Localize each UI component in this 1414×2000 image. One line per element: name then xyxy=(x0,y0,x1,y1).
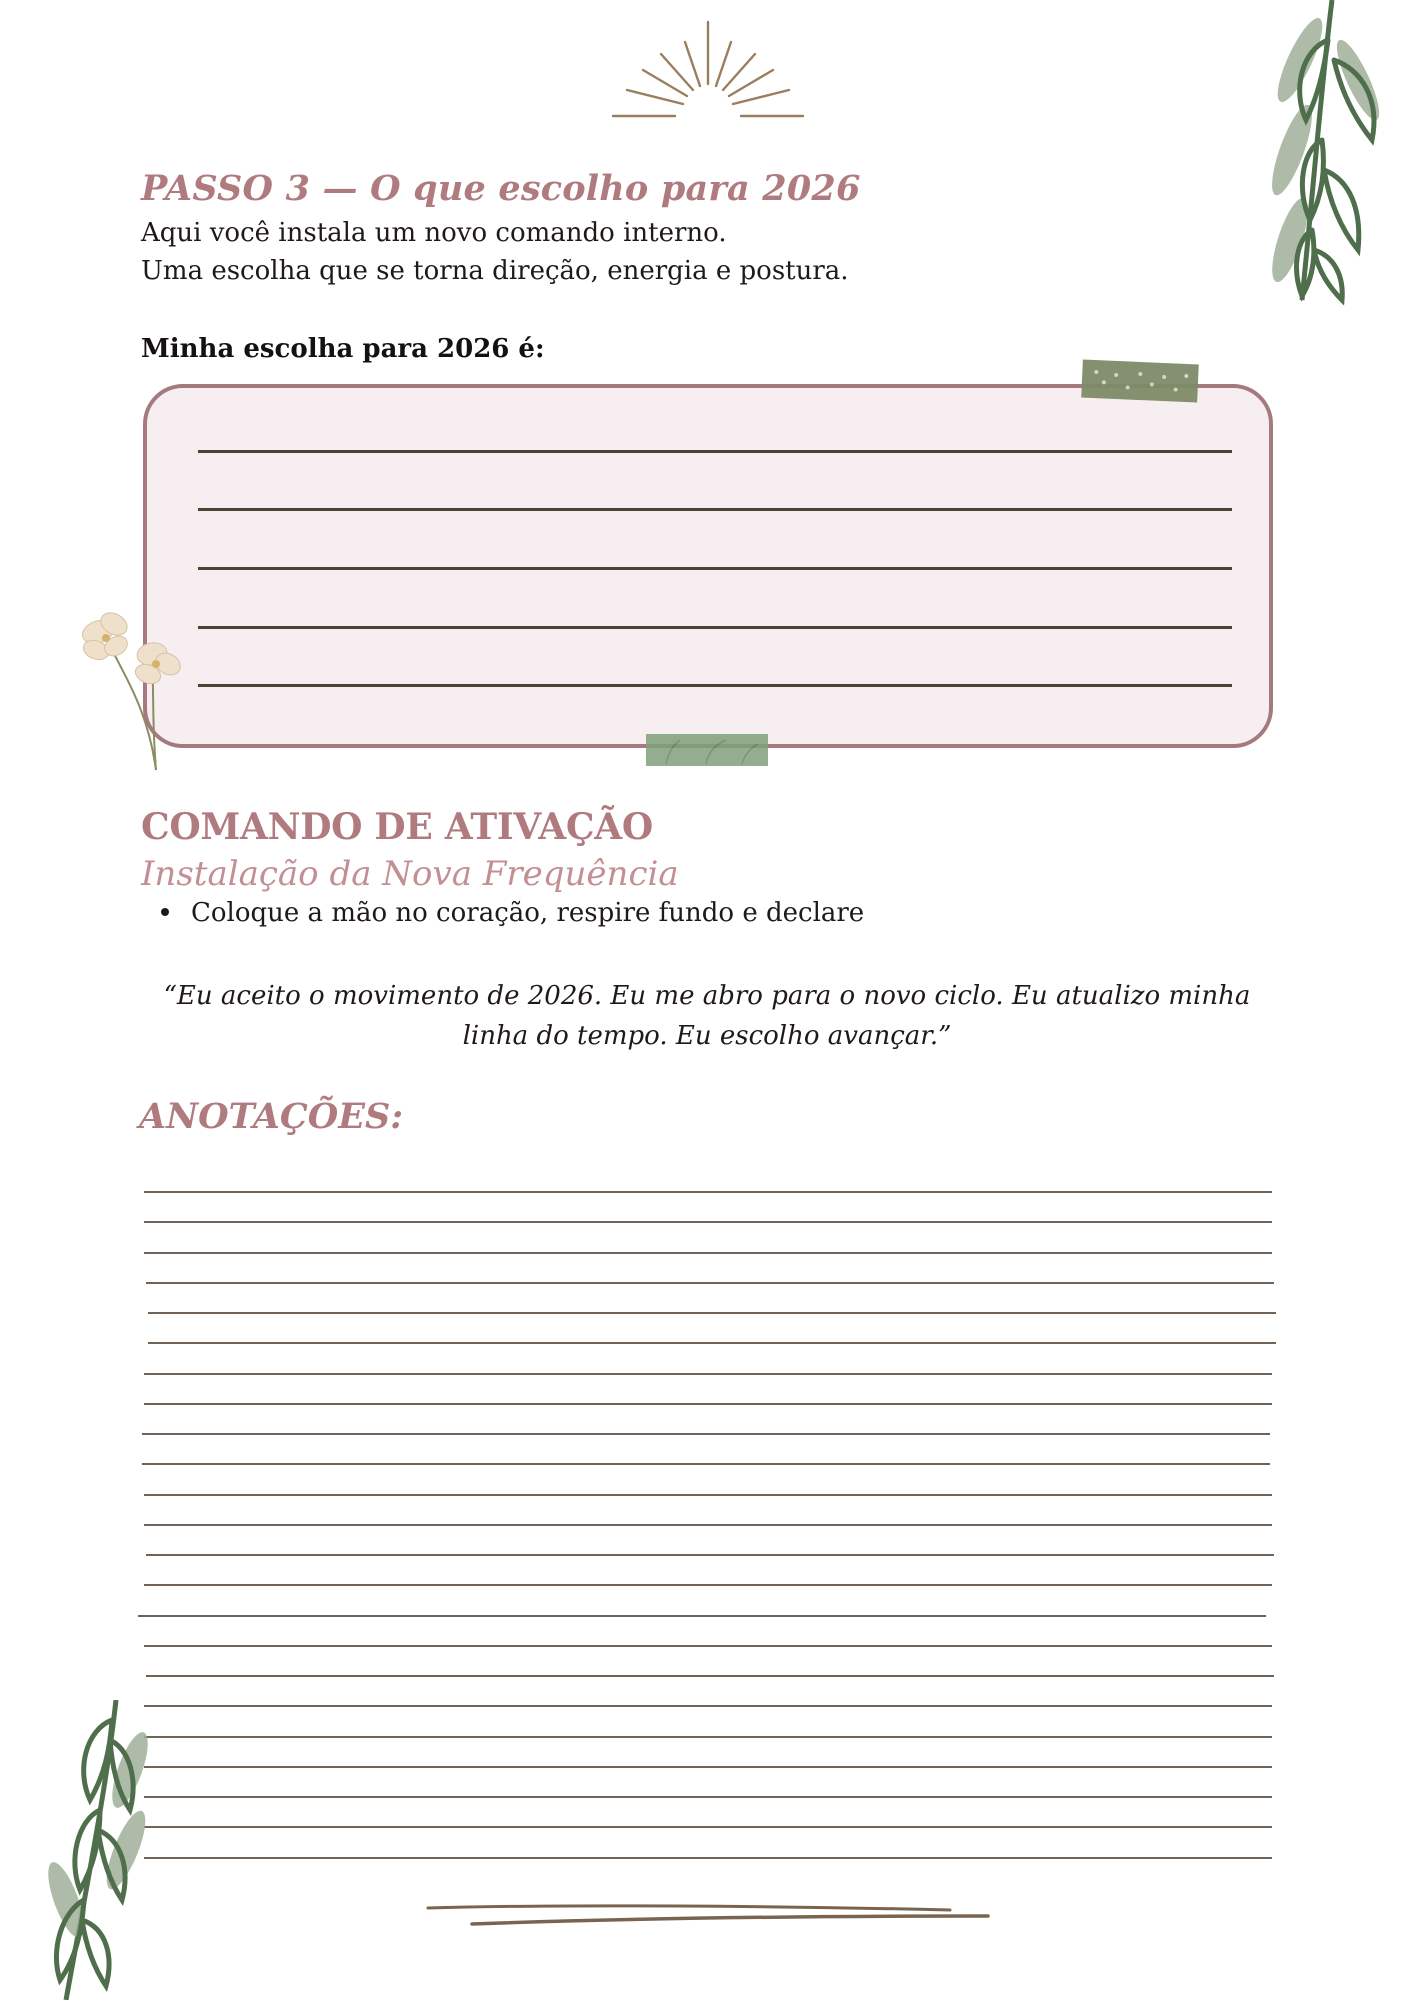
notes-title: ANOTAÇÕES: xyxy=(139,1096,404,1137)
choice-label: Minha escolha para 2026 é: xyxy=(141,334,545,364)
command-title: COMANDO DE ATIVAÇÃO xyxy=(141,806,653,848)
leaf-branch-icon xyxy=(26,1700,156,2000)
intro-line-1: Aqui você instala um novo comando interno. xyxy=(141,218,727,248)
washi-tape-bottom xyxy=(646,734,768,766)
affirmation-quote: “Eu aceito o movimento de 2026. Eu me abro para o novo ciclo. Eu atualizo minha linha do tempo. Eu escolho avançar.” xyxy=(163,981,1251,1051)
writing-line[interactable] xyxy=(198,450,1232,453)
writing-line[interactable] xyxy=(198,567,1232,570)
intro-line-2: Uma escolha que se torna direção, energia e postura. xyxy=(141,256,849,286)
sunburst-icon xyxy=(605,14,811,124)
washi-tape-top xyxy=(1081,359,1199,402)
dried-flower-icon xyxy=(68,602,188,772)
command-bullet xyxy=(161,898,864,928)
step-title: PASSO 3 — O que escolho para 2026 xyxy=(141,168,861,209)
signature-line-icon xyxy=(420,1896,1020,1936)
choice-writing-box[interactable] xyxy=(143,384,1273,748)
leaf-branch-icon xyxy=(1262,0,1412,306)
writing-line[interactable] xyxy=(198,684,1232,687)
bullet-text: Coloque a mão no coração, respire fundo e declare xyxy=(191,898,865,928)
command-subtitle: Instalação da Nova Frequência xyxy=(141,854,679,894)
writing-line[interactable] xyxy=(198,626,1232,629)
notes-lines[interactable] xyxy=(136,1180,1284,1870)
bullet-icon xyxy=(161,908,169,916)
writing-line[interactable] xyxy=(198,508,1232,511)
